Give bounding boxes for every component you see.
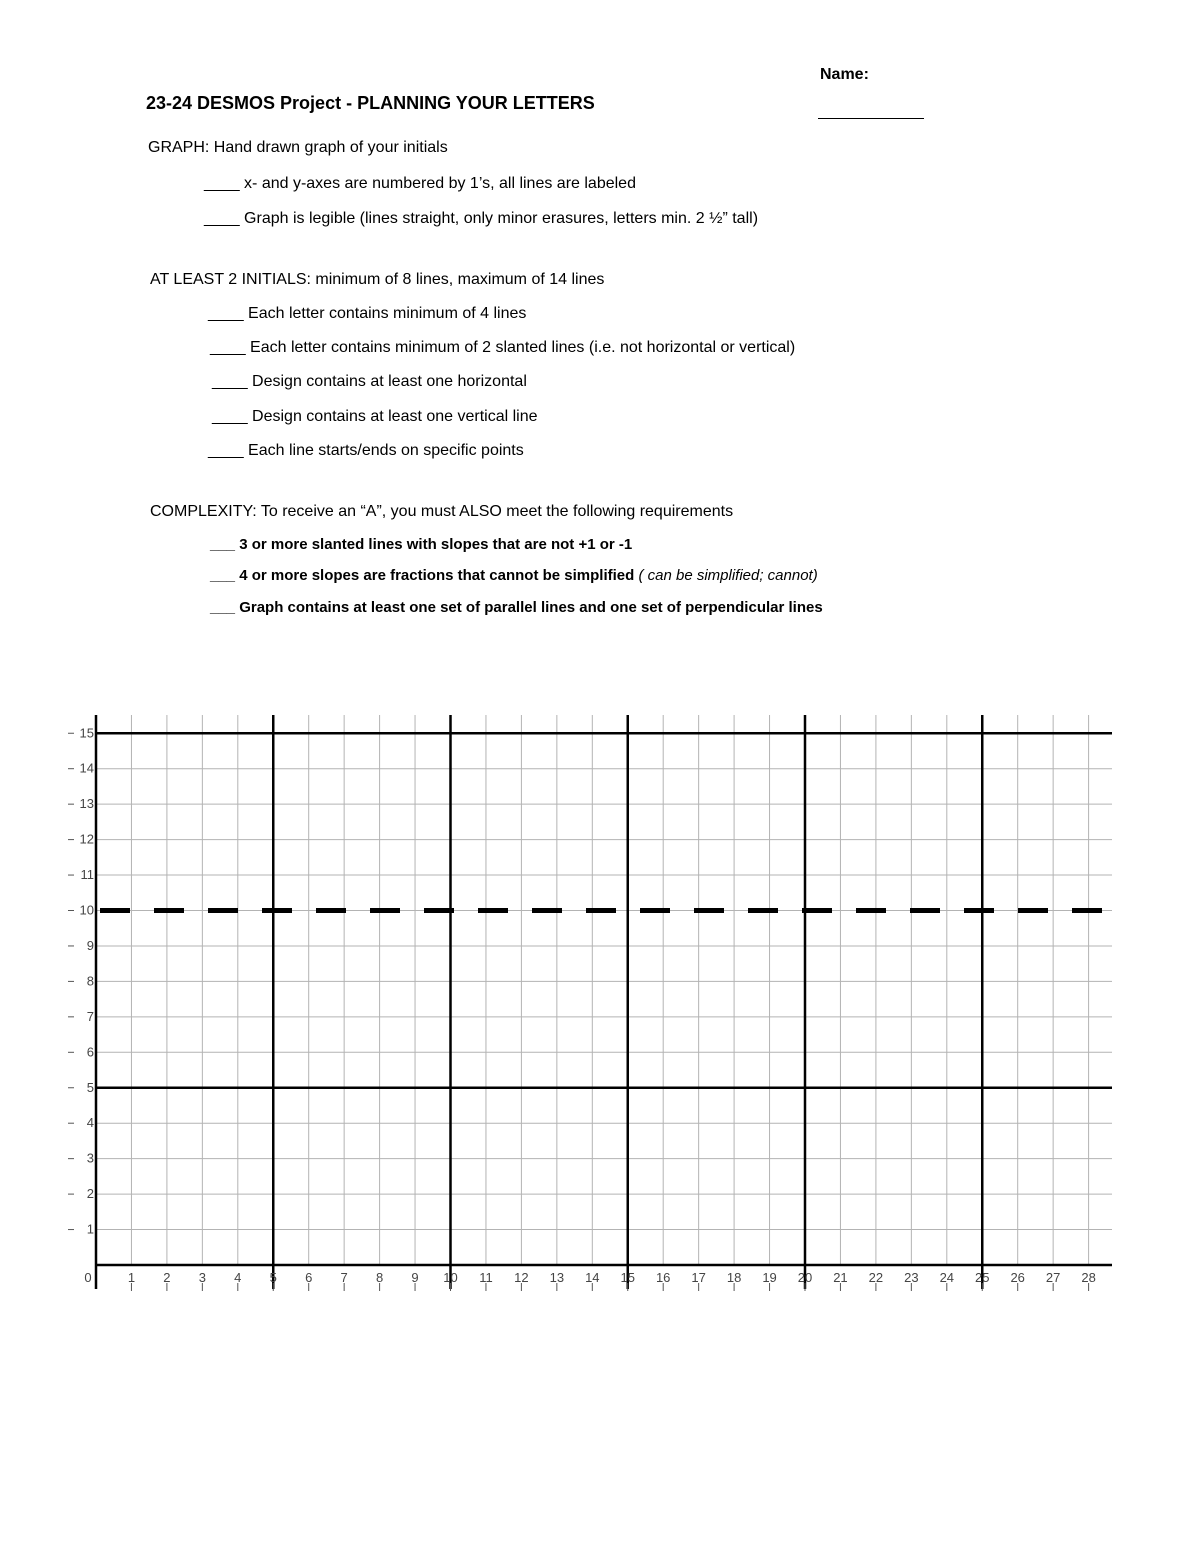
y-tick-label: 12 (79, 831, 94, 847)
initials-section-heading: AT LEAST 2 INITIALS: minimum of 8 lines, maximum of 14 lines (150, 271, 605, 288)
x-tick-label: 10 (443, 1270, 458, 1285)
name-blank-line[interactable] (818, 118, 924, 119)
x-tick-label: 21 (833, 1270, 848, 1285)
x-tick-label: 7 (340, 1270, 348, 1285)
checklist-item: ____ Each line starts/ends on specific points (208, 442, 524, 459)
x-tick-label: 0 (84, 1270, 92, 1285)
name-label: Name: (820, 66, 869, 83)
y-tick-label: 7 (86, 1008, 94, 1024)
x-tick-label: 26 (1010, 1270, 1025, 1285)
x-tick-label: 16 (655, 1270, 671, 1285)
complexity-section-heading: COMPLEXITY: To receive an “A”, you must ALSO meet the following requirements (150, 503, 734, 520)
x-tick-label: 15 (620, 1270, 635, 1285)
graph-section-heading: GRAPH: Hand drawn graph of your initials (148, 139, 448, 156)
checklist-item (210, 568, 818, 583)
checklist-item: ____ Each letter contains minimum of 2 slanted lines (i.e. not horizontal or vertical) (210, 339, 796, 356)
checklist-item-note: ( can be simplified; cannot) (634, 567, 818, 584)
x-tick-label: 1 (127, 1270, 136, 1285)
y-tick-label: 2 (86, 1186, 94, 1202)
x-tick-label: 5 (269, 1270, 277, 1285)
y-tick-label: 1 (86, 1221, 94, 1237)
x-tick-label: 20 (797, 1270, 813, 1285)
x-tick-label: 22 (868, 1270, 884, 1285)
y-tick-label: 14 (79, 760, 94, 776)
y-tick-label: 3 (86, 1150, 94, 1166)
x-tick-label: 8 (375, 1270, 384, 1285)
y-tick-label: 5 (86, 1079, 94, 1095)
coordinate-grid (60, 705, 1120, 1295)
y-tick-label: 4 (86, 1115, 94, 1131)
checklist-item: ___ 3 or more slanted lines with slopes that are not +1 or -1 (210, 536, 633, 553)
y-tick-label: 6 (86, 1044, 94, 1060)
x-tick-label: 9 (411, 1270, 419, 1285)
x-tick-label: 12 (514, 1270, 529, 1285)
x-tick-label: 28 (1081, 1270, 1096, 1285)
y-tick-label: 11 (80, 867, 94, 883)
checklist-item: ____ Design contains at least one vertical line (212, 408, 538, 425)
x-tick-label: 25 (975, 1270, 990, 1285)
x-tick-label: 24 (939, 1270, 955, 1285)
x-tick-label: 18 (726, 1270, 742, 1285)
checklist-item: ____ Each letter contains minimum of 4 lines (208, 305, 527, 322)
x-tick-label: 11 (479, 1270, 493, 1285)
checklist-item-text: ___ 4 or more slopes are fractions that cannot be simplified (210, 567, 635, 584)
page-title: 23-24 DESMOS Project - PLANNING YOUR LETTERS (146, 93, 595, 113)
x-tick-label: 4 (234, 1270, 242, 1285)
grid-svg (60, 705, 1120, 1295)
x-tick-label: 17 (691, 1270, 706, 1285)
checklist-item: ____ x- and y-axes are numbered by 1’s, all lines are labeled (204, 175, 636, 192)
x-tick-label: 3 (198, 1270, 206, 1285)
y-tick-label: 10 (79, 902, 94, 918)
x-tick-label: 13 (549, 1270, 565, 1285)
x-tick-label: 23 (904, 1270, 919, 1285)
checklist-item: ____ Graph is legible (lines straight, only minor erasures, letters min. 2 ½” tall) (204, 210, 759, 227)
x-tick-label: 6 (305, 1270, 313, 1285)
x-tick-label: 19 (762, 1270, 777, 1285)
x-tick-label: 27 (1045, 1270, 1061, 1285)
x-tick-label: 2 (163, 1270, 171, 1285)
checklist-item: ___ Graph contains at least one set of parallel lines and one set of perpendicular lines (210, 599, 823, 616)
y-tick-label: 13 (79, 796, 94, 812)
y-tick-label: 8 (86, 973, 94, 989)
y-tick-label: 15 (79, 725, 94, 741)
x-tick-label: 14 (585, 1270, 600, 1285)
y-tick-label: 9 (86, 937, 94, 953)
checklist-item: ____ Design contains at least one horizontal (212, 373, 527, 390)
